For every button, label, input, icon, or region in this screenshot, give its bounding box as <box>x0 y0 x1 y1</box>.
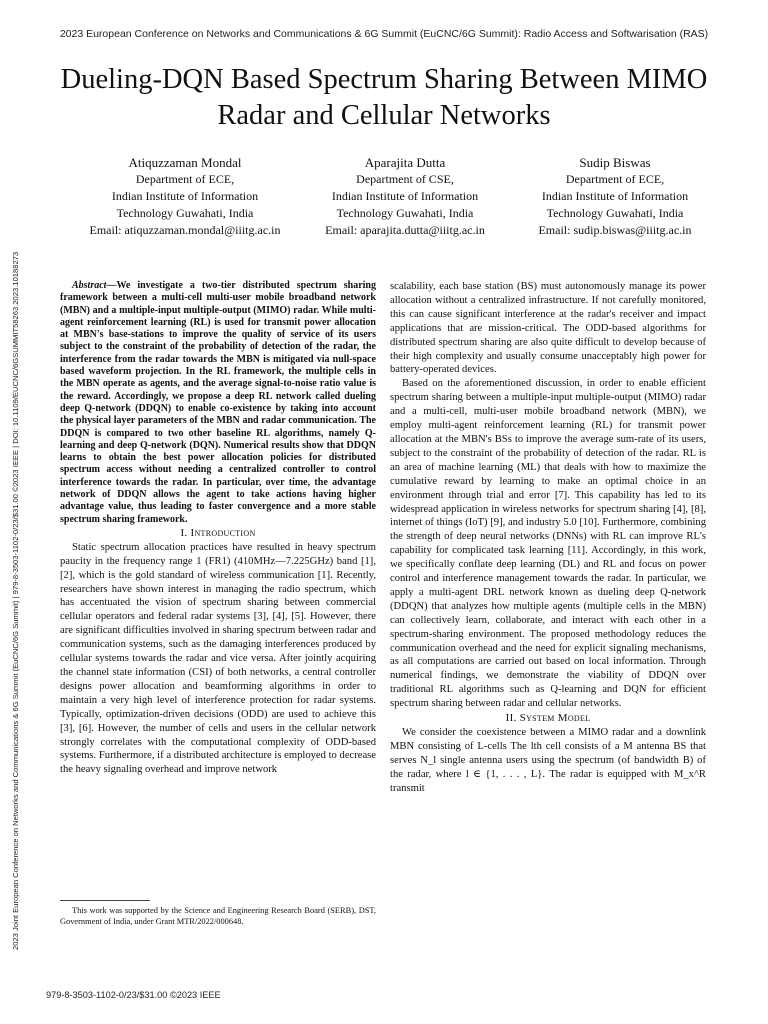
left-column <box>60 280 376 777</box>
author-inst: Indian Institute of Information <box>541 189 689 203</box>
section-heading-system-model: II. System Model <box>505 712 591 725</box>
paper-title: Dueling-DQN Based Spectrum Sharing Between MIMO Radar and Cellular Networks <box>60 64 708 131</box>
side-doi-text: 2023 Joint European Conference on Networks and Communications & 6G Summit (EuCNC/6G Summit) | 979-8-3503-1102-0/23/$31.00 ©2023 IEEE | DOI: 10.1109/EUCNC/6GSUMMIT58263.2023.10188273 <box>11 251 20 950</box>
author-dept: Department of ECE, <box>135 172 235 186</box>
footnote-text: This work was supported by the Science and Engineering Research Board (SERB), DST, Government of India, under Grant MTR/2022/000648. <box>60 906 376 926</box>
funding-footnote <box>60 905 376 927</box>
author-email: Email: sudip.biswas@iiitg.ac.in <box>538 223 692 237</box>
author-dept: Department of CSE, <box>356 172 454 186</box>
right-column <box>390 280 706 796</box>
author-block <box>70 154 720 237</box>
intro-paragraph-2: Based on the aforementioned discussion, in order to enable efficient spectrum sharing between a multiple-input multiple-output (MIMO) radar and a multi-cell, multi-user mobile broadband network (MBN), we employ multi-agent reinforcement learning (RL) for transmit power allocation at the MBN's BSs to improve the average sum-rate of its users, subject to the constraint of the probability of detection of the radar. RL is an area of machine learning (ML) that deals with how to maximize the cumulative reward by learning to make an optimal choice in an environment through trial and error [7]. This capability has led to its widespread application in wireless networks for spectrum sharing [4], [8], internet of things (IoT) [9], and industry 5.0 [10]. Furthermore, combining the strength of deep neural networks (DNNs) with RL can improve RL's capability for complicated task learning [11]. Accordingly, in this work, we specifically conflate deep learning (DL) and RL and focus on power control and interference management towards the radar. In particular, we apply a multi-agent DRL network known as dueling deep Q-network (DDQN) that analyzes how multiple agents (multiple cells in the MBN) can collectively learn, collaborate, and interact with each other in a spectrum-sharing environment. The proposed methodology reduces the communication overhead and the need for explicit signaling mechanisms, as all computations are carried out based on local information. Through numerical findings, we demonstrate the viability of DDQN over traditional RL algorithms such as Q-learning and DQN for efficient spectrum sharing between radar and cellular networks. <box>390 378 706 710</box>
section-heading-introduction: I. Introduction <box>180 526 256 539</box>
side-doi-strip <box>2 80 24 950</box>
author-1 <box>70 154 300 239</box>
author-dept: Department of ECE, <box>565 172 665 186</box>
abstract-lead: Abstract <box>72 280 107 291</box>
system-model-paragraph: We consider the coexistence between a MIMO radar and a downlink MBN consisting of L-cells The lth cell consists of a M antenna BS that serves N_l single antenna users using the spectrum (of bandwidth B) of the radar, where l ∈ {1, . . . , L}. The radar is equipped with M_x^R transmit <box>390 727 706 794</box>
author-email: Email: aparajita.dutta@iiitg.ac.in <box>325 223 485 237</box>
author-inst: Indian Institute of Information <box>331 189 479 203</box>
author-2 <box>300 154 510 239</box>
author-loc: Technology Guwahati, India <box>336 206 474 220</box>
author-name: Sudip Biswas <box>579 155 651 170</box>
page-footer: 979-8-3503-1102-0/23/$31.00 ©2023 IEEE <box>46 990 221 1000</box>
author-name: Atiquzzaman Mondal <box>128 155 242 170</box>
conference-header: 2023 European Conference on Networks and Communications & 6G Summit (EuCNC/6G Summit): Radio Access and Softwarisation (RAS) <box>59 28 709 40</box>
author-inst: Indian Institute of Information <box>111 189 259 203</box>
footnote-divider <box>60 900 150 901</box>
intro-paragraph-1: Static spectrum allocation practices have resulted in heavy spectrum paucity in the frequency range 1 (FR1) (410MHz—7.225GHz) band [1], [2], which is the gold standard of wireless communication [1]. Recently, researchers have shown interest in managing the radio spectrum, which has accentuated the vision of spectrum sharing between commercial cellular operators and federal radar systems [3], [4], [5]. However, there are significant difficulties involved in sharing spectrum between radar and communication systems, such as the damaging interferences produced by cellular systems towards the radar and vice versa. After jointly acquiring the channel state information (CSI) of both networks, a central controller designs power allocation and beamforming algorithms in order to maintain a very high level of interference protection for radar systems. Typically, optimization-driven decisions (ODD) are used to achieve this [3], [6]. However, the number of cells and users in the cellular network strongly correlates with the computational complexity of ODD-based systems. Furthermore, if a distributed architecture is employed to decrease the heavy signaling overhead and improve network <box>60 541 376 776</box>
abstract-text: —We investigate a two-tier distributed spectrum sharing framework between a multi-cell multi-user mobile broadband network (MBN) and a multiple-input multiple-output (MIMO) radar. While multi-agent reinforcement learning (RL) is used for transmit power allocation at MBN's base-stations to improve the quality of service of its users subject to the constraint of the probability of detection of the radar, the interference from the radar towards the MBN is mitigated via null-space based waveform projection. In the RL framework, the multiple cells in the MBN operate as agents, and the average signal-to-noise ratio value is the reward. Accordingly, we propose a deep RL network called dueling deep Q-network (DDQN) to enable co-existence by taking into account the physical layer parameters of the MBN and radar communication. The DDQN is compared to two other baseline RL algorithms, namely Q-learning and deep Q-network (DQN). Numerical results show that DDQN learns to obtain the best power allocation policies for distributed spectrum access without needing a centralized controller to control interference towards the radar. In particular, over time, the advantage network of DDQN allows the agent to take actions having higher advantage value, thus leading to faster convergence and a more stable spectrum sharing framework. <box>60 280 376 525</box>
intro-paragraph-continued: scalability, each base station (BS) must autonomously manage its power allocation without a centralized infrastructure. If not carefully monitored, this can cause significant interference at the radar's receiver and impact applications that are mission-critical. The ODD-based algorithms for distributed spectrum sharing are also quite difficult to develop because of their high complexity and usually consume unacceptably high power for battery-operated devices. <box>390 281 706 376</box>
author-name: Aparajita Dutta <box>364 155 446 170</box>
author-3 <box>510 154 720 239</box>
author-email: Email: atiquzzaman.mondal@iiitg.ac.in <box>89 223 281 237</box>
author-loc: Technology Guwahati, India <box>546 206 684 220</box>
abstract <box>60 280 376 526</box>
author-loc: Technology Guwahati, India <box>116 206 254 220</box>
